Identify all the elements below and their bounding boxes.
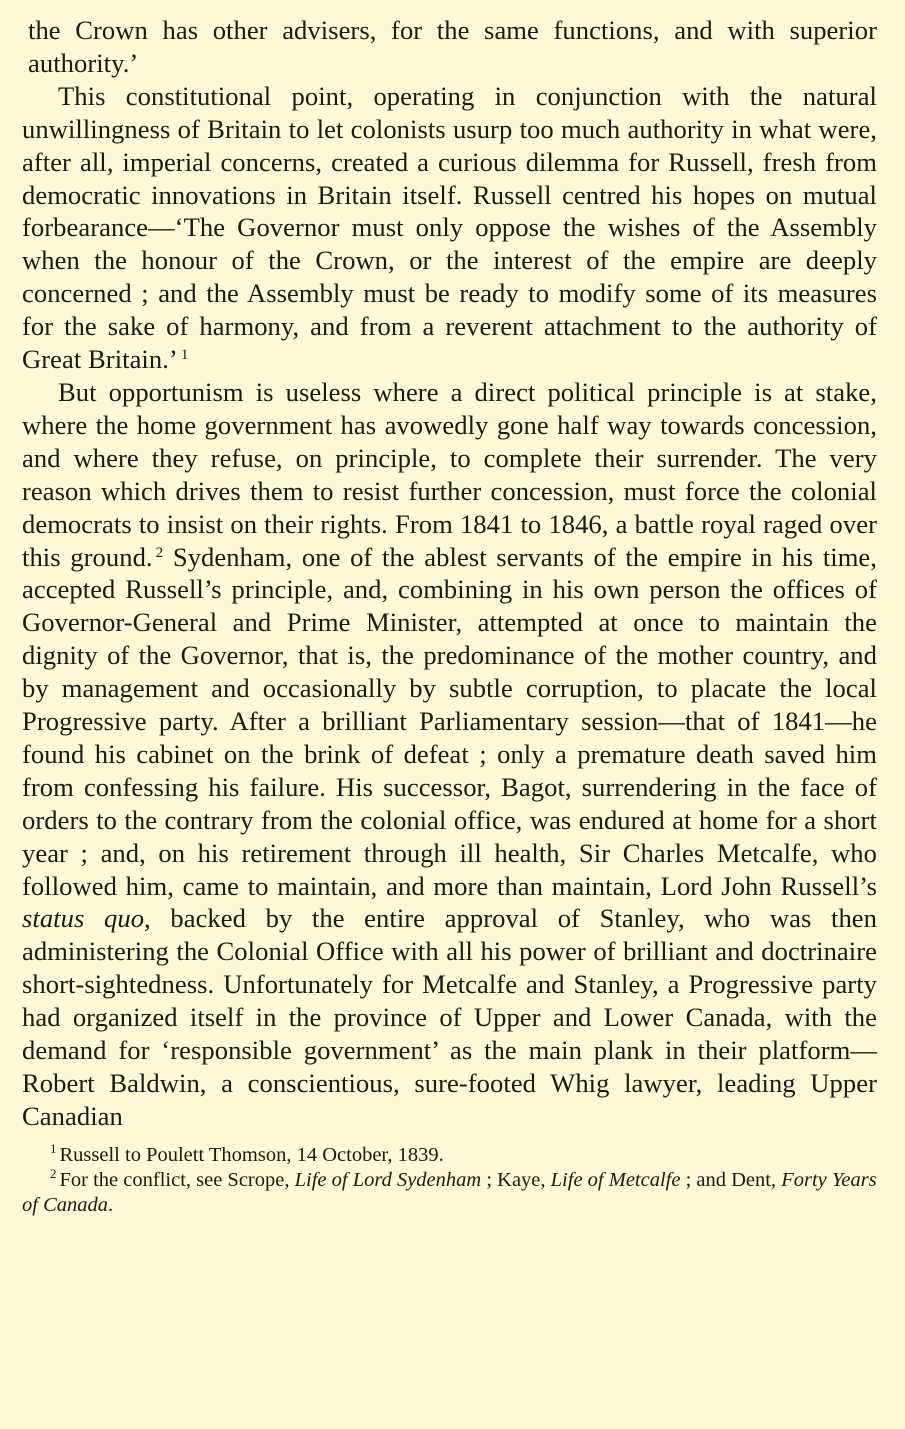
paragraph-text: the Crown has other advisers, for the same functions, and with superior authority.’ (28, 15, 877, 78)
book-title: Life of Metcalfe (550, 1168, 681, 1191)
footnote-number: 2 (50, 1165, 57, 1181)
book-title: Life of Lord Sydenham (294, 1168, 482, 1191)
footnote-reference: 2 (155, 544, 164, 561)
paragraph-text: But opportunism is useless where a direct political principle is at stake, where the home government has avowedly gone half way towards concession, and where they refuse, on principle, to complete their surrender. The very reason which drives them to resist further concession, must force the colonial democrats to insist on their rights. From 1841 to 1846, a battle royal raged over this ground. (22, 376, 877, 572)
book-title: Forty Years of Canada (22, 1168, 877, 1216)
footnote-text: Russell to Poulett Thomson, 14 October, 1839. (59, 1143, 444, 1166)
footnote (22, 1165, 877, 1218)
paragraph-text: This constitutional point, operating in conjunction with the natural unwillingness of Britain to let colonists usurp too much authority in what were, after all, imperial concerns, created a curious dilemma for Russell, fresh from democratic innovations in Britain itself. Russell centred his hopes on mutual forbearance—‘The Governor must only oppose the wishes of the Assembly when the honour of the Crown, or the interest of the empire are deeply concerned ; and the Assembly must be ready to modify some of its measures for the sake of harmony, and from a reverent attachment to the authority of Great Britain.’ (22, 80, 877, 375)
footnote-text: ; and Dent, (680, 1168, 782, 1191)
footnotes (22, 1140, 877, 1218)
footnote (22, 1140, 877, 1168)
paragraph (22, 376, 877, 1133)
paragraph (22, 80, 877, 376)
paragraph-text: , backed by the entire approval of Stanley, who was then administering the Colonial Office with all his power of brilliant and doctrinaire short-sightedness. Unfortunately for Metcalfe and Stanley, a Progressive party had organized itself in the province of Upper and Lower Canada, with the demand for ‘responsible government’ as the main plank in their platform—Robert Baldwin, a conscientious, sure-footed Whig lawyer, leading Upper Canadian (22, 903, 877, 1131)
italic-phrase: status quo (22, 903, 145, 934)
footnote-reference: 1 (180, 347, 189, 364)
body-text (22, 14, 877, 1133)
paragraph-text: Sydenham, one of the ablest servants of the empire in his time, accepted Russell’s principle, and, combining in his own person the offices of Governor-General and Prime Minister, attempted at once to maintain the dignity of the Governor, that is, the predominance of the mother country, and by management and occasionally by subtle corruption, to placate the local Progressive party. After a brilliant Parliamentary session—that of 1841—he found his cabinet on the brink of defeat ; only a premature death saved him from confessing his failure. His successor, Bagot, surrendering in the face of orders to the contrary from the colonial office, was endured at home for a short year ; and, on his retirement through ill health, Sir Charles Metcalfe, who followed him, came to maintain, and more than maintain, Lord John Russell’s (22, 541, 877, 901)
footnote-text: . (108, 1193, 114, 1216)
footnote-text: ; Kaye, (481, 1168, 551, 1191)
paragraph-continuation (22, 14, 877, 80)
footnote-text: For the conflict, see Scrope, (59, 1168, 295, 1191)
footnote-number: 1 (50, 1140, 57, 1156)
